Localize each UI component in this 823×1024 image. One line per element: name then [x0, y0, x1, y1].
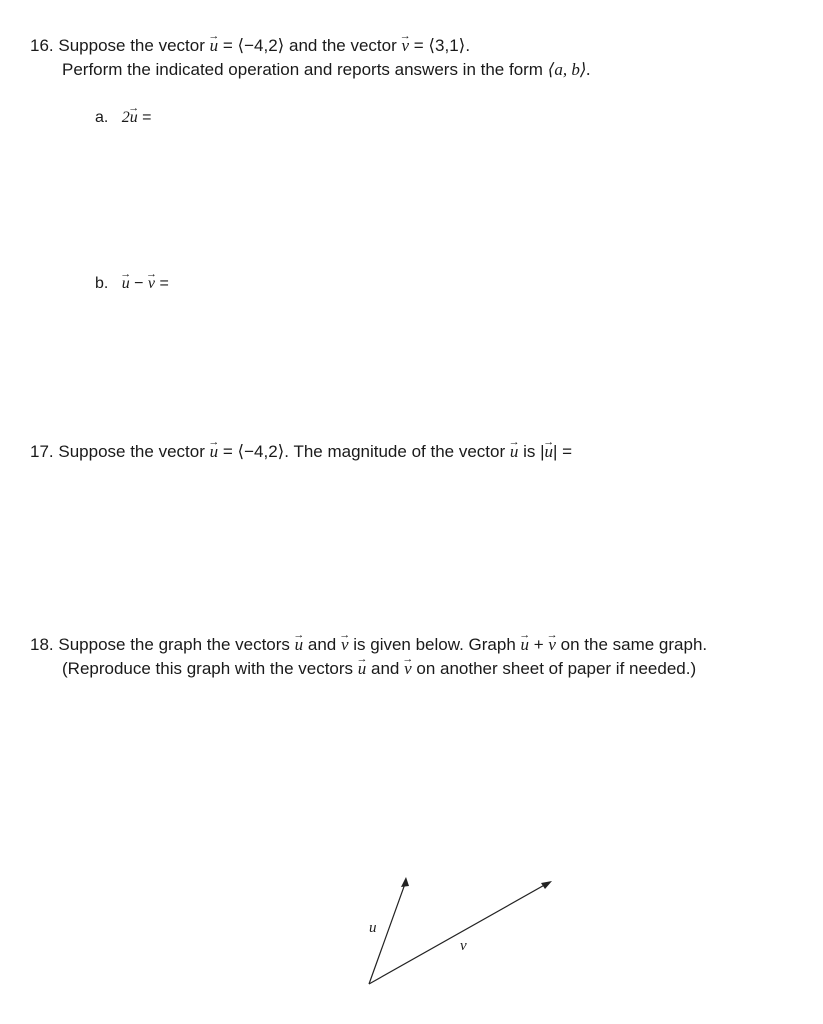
problem-17-line-1	[30, 441, 572, 463]
problem-16-eq-u: = ⟨−4,2⟩	[218, 36, 290, 55]
p17-vector-u: → u	[210, 441, 219, 463]
part-b-eq: =	[155, 275, 169, 292]
part-b-label: b.	[95, 275, 109, 292]
vector-v-line	[369, 883, 548, 984]
problem-18-number: 18.	[30, 635, 54, 654]
p17-vector-u-3: → u	[545, 441, 554, 463]
problem-18-line-1	[30, 634, 707, 656]
vector-v-label: v⃗	[460, 938, 479, 954]
problem-18-plus: +	[529, 635, 549, 654]
problem-16-part-a	[95, 107, 151, 129]
problem-16-line-2	[62, 59, 591, 81]
magnitude-bar-left: |	[540, 442, 545, 461]
problem-16-form: ⟨a, b⟩.	[547, 60, 591, 79]
magnitude-bar-right: |	[553, 442, 558, 461]
p17-vector-u-2: → u	[510, 441, 519, 463]
problem-17-number: 17.	[30, 442, 54, 461]
vector-u-symbol: → u	[210, 35, 219, 57]
part-a-label: a.	[95, 109, 109, 126]
problem-18-line2-b: on another sheet of paper if needed.)	[411, 659, 697, 678]
problem-18-stem-1: Suppose the graph the vectors	[58, 635, 290, 654]
vector-v-symbol: → v	[402, 35, 410, 57]
p18-vector-u-2: → u	[521, 634, 530, 656]
p18-vector-v-2: → v	[548, 634, 556, 656]
problem-16-instruction: Perform the indicated operation and reports answers in the form	[62, 60, 548, 79]
problem-16-number: 16.	[30, 36, 54, 55]
vector-u-arrowhead	[401, 877, 409, 887]
p18-vector-u: → u	[295, 634, 304, 656]
problem-17-eq: =	[557, 442, 573, 461]
problem-18-stem-2: is given below. Graph	[348, 635, 521, 654]
problem-17-stem-3: is	[518, 442, 541, 461]
problem-16-stem-1: Suppose the vector	[58, 36, 205, 55]
vector-v-arrowhead	[541, 881, 552, 889]
problem-17-stem-1: Suppose the vector	[58, 442, 205, 461]
problem-16-eq-v: = ⟨3,1⟩.	[409, 36, 471, 55]
part-a-vector-u: → u	[130, 107, 138, 129]
problem-16-stem-2: and the vector	[289, 36, 397, 55]
problem-17-eq-u: = ⟨−4,2⟩.	[218, 442, 294, 461]
problem-17-stem-2: The magnitude of the vector	[293, 442, 506, 461]
vector-graph	[355, 872, 565, 992]
part-b-vector-u: → u	[122, 273, 130, 295]
p18-line2-vector-u: → u	[358, 658, 367, 680]
part-a-eq: =	[137, 109, 152, 126]
vector-u-label: u⃗	[369, 920, 389, 936]
problem-18-and: and	[303, 635, 341, 654]
problem-16-part-b	[95, 273, 169, 295]
part-a-coef: 2	[121, 109, 130, 126]
p18-vector-v: → v	[341, 634, 349, 656]
problem-18-and-2: and	[366, 659, 405, 678]
problem-18-stem-3: on the same graph.	[555, 635, 708, 654]
p18-line2-vector-v: → v	[404, 658, 412, 680]
part-b-vector-v: → v	[148, 273, 155, 295]
problem-16-line-1	[30, 35, 470, 57]
part-b-minus: −	[129, 275, 148, 292]
problem-18-line-2	[62, 658, 696, 680]
problem-18-line2-a: (Reproduce this graph with the vectors	[62, 659, 354, 678]
